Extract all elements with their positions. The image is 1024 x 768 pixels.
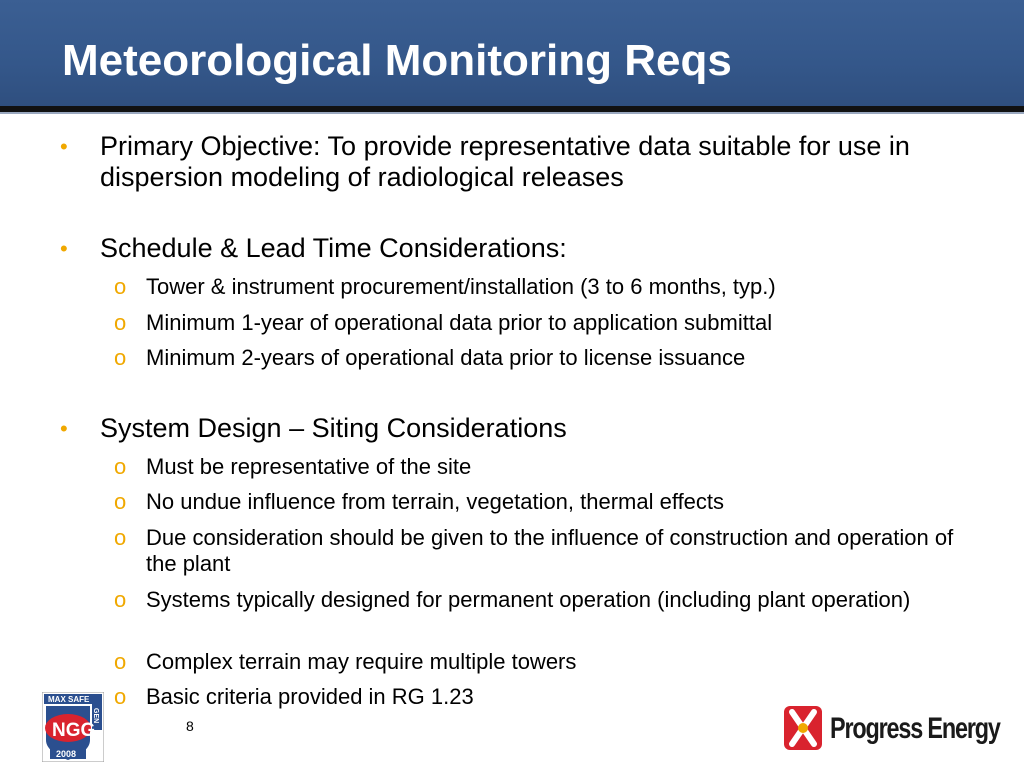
sub-bullet-text: Complex terrain may require multiple towers (146, 649, 577, 674)
ngg-year-text: 2008 (56, 749, 77, 759)
sub-bullet-glyph: o (114, 525, 127, 550)
sub-bullet-text: Must be representative of the site (146, 454, 472, 479)
sub-bullet-item (114, 489, 976, 515)
sub-bullet-text: No undue influence from terrain, vegetation, thermal effects (146, 489, 725, 514)
sub-bullet-glyph: o (114, 345, 127, 370)
sub-bullet-text: Minimum 1-year of operational data prior to application submittal (146, 310, 773, 335)
sub-bullet-text: Tower & instrument procurement/installation (3 to 6 months, typ.) (146, 274, 776, 299)
sub-bullet-item (114, 587, 976, 613)
sub-bullet-glyph: o (114, 489, 127, 514)
ngg-side-text: GEN (92, 708, 99, 724)
bullet-text: Schedule & Lead Time Considerations: (100, 233, 567, 263)
ngg-logo (42, 692, 104, 762)
slide-title: Meteorological Monitoring Reqs (62, 36, 732, 85)
sub-bullet-item (114, 649, 976, 675)
progress-energy-wordmark: Progress Energy (830, 712, 1000, 745)
sub-bullet-item (114, 274, 976, 300)
bullet-glyph: • (60, 134, 68, 159)
bullet-item (60, 413, 980, 444)
sub-bullet-glyph: o (114, 587, 127, 612)
sub-bullet-glyph: o (114, 310, 127, 335)
bullet-glyph: • (60, 416, 68, 441)
page-number: 8 (186, 718, 194, 734)
sub-bullet-text: Systems typically designed for permanent operation (including plant operation) (146, 587, 911, 612)
bullet-item (60, 233, 980, 264)
sub-bullet-glyph: o (114, 454, 127, 479)
bullet-text: System Design – Siting Considerations (100, 413, 567, 443)
bullet-text: Primary Objective: To provide representative data suitable for use in dispersion modeling of radiological releases (100, 131, 910, 192)
sub-bullet-item (114, 454, 976, 480)
sub-bullet-item (114, 310, 976, 336)
sub-bullet-glyph: o (114, 684, 127, 709)
bullet-glyph: • (60, 236, 68, 261)
sub-bullet-text: Basic criteria provided in RG 1.23 (146, 684, 474, 709)
ngg-top-text: MAX SAFE (48, 695, 90, 704)
bullet-item (60, 131, 980, 193)
ngg-main-text: NGG (52, 720, 96, 741)
sub-bullet-glyph: o (114, 649, 127, 674)
sub-bullet-text: Minimum 2-years of operational data prior to license issuance (146, 345, 746, 370)
sub-bullet-item (114, 345, 976, 371)
sub-bullet-glyph: o (114, 274, 127, 299)
sub-bullet-item (114, 525, 976, 577)
sub-bullet-text: Due consideration should be given to the influence of construction and operation of the plant (146, 525, 954, 576)
